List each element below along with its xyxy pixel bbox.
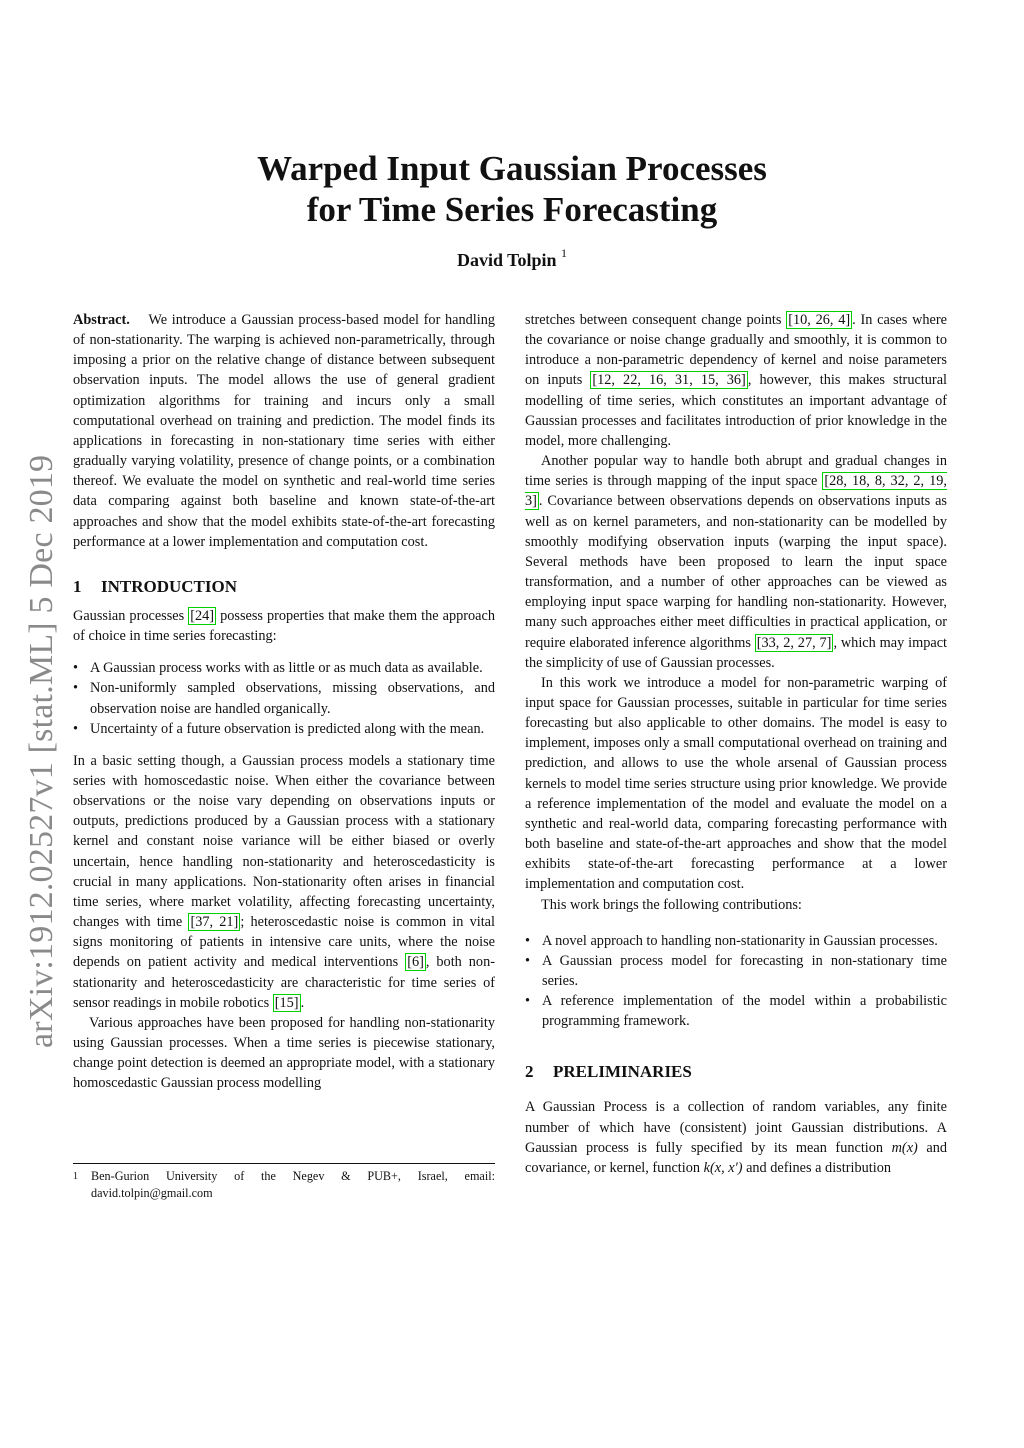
intro-text: ; heteroscedastic noise is common in vital signs monitoring of patients in intensive care units, where the noise depends on patient activity and medical interventions — [73, 914, 495, 971]
author-line — [0, 246, 1024, 271]
section-2-heading — [525, 1061, 947, 1083]
intro-paragraph-4 — [525, 451, 947, 673]
list-item: • Non-uniformly sampled observations, missing observations, and observation noise are handled organically. — [73, 678, 495, 718]
intro-text: , both non-stationarity and heteroscedasticity are characteristic for time series of sensor readings in mobile robotics — [73, 954, 495, 1011]
author-footnote-mark: 1 — [561, 246, 568, 260]
preliminaries-text: A Gaussian Process is a collection of random variables, any finite number of which have (consistent) joint Gaussian distributions. A Gaussian process is fully specified by its mean function — [525, 1099, 947, 1156]
intro-text: Gaussian processes — [73, 607, 185, 624]
intro-text: , which may impact the simplicity of use of Gaussian processes. — [525, 634, 948, 671]
intro-text: stretches between consequent change points — [525, 312, 782, 328]
preliminaries-paragraph-1 — [525, 1097, 947, 1178]
abstract-text: We introduce a Gaussian process-based model for handling of non-stationarity. The warping is achieved non-parametrically, through imposing a prior on the relative change of distance between subsequent observation inputs. The model allows the use of general gradient optimization algorithms for training and incurs only a small computational overhead on training and prediction. The model finds its applications in forecasting in non-stationary time series with either gradually varying volatility, presence of change points, or a combination thereof. We evaluate the model on synthetic and real-world time series data comparing against both baseline and known state-of-the-art approaches and show that the model exhibits state-of-the-art forecasting performance at a lower implementation and computation cost. — [73, 312, 496, 550]
abstract — [73, 310, 495, 552]
list-item: • A novel approach to handling non-stationarity in Gaussian processes. — [525, 931, 947, 951]
citation-link[interactable]: [10, 26, 4] — [788, 312, 851, 328]
citation-link[interactable]: [24] — [190, 607, 215, 624]
citation-link[interactable]: [12, 22, 16, 31, 15, 36] — [592, 372, 746, 389]
properties-list — [73, 658, 495, 739]
section-2-number: 2 — [525, 1062, 534, 1082]
preliminaries-text: and defines a distribution — [746, 1159, 891, 1176]
intro-text: . — [300, 994, 305, 1011]
citation-link[interactable]: [6] — [407, 954, 424, 971]
section-1-number: 1 — [73, 576, 82, 596]
section-1-title: INTRODUCTION — [101, 576, 238, 596]
footnote-rule — [73, 1163, 495, 1164]
list-item: • A Gaussian process works with as little or as much data as available. — [73, 658, 495, 678]
right-column — [525, 310, 947, 1178]
math-mean-function: m(x) — [891, 1139, 918, 1156]
contributions-list — [525, 931, 947, 1032]
intro-text: possess properties that make them the approach of choice in time series forecasting: — [73, 607, 496, 645]
abstract-label: Abstract. — [73, 312, 130, 328]
arxiv-side-stamp: arXiv:1912.02527v1 [stat.ML] 5 Dec 2019 — [23, 454, 60, 1048]
title-line-1: Warped Input Gaussian Processes — [257, 149, 767, 188]
intro-text: Another popular way to handle both abrupt and gradual changes in time series is through mapping of the input space — [525, 453, 947, 490]
intro-text: , however, this makes structural modelling of time series, which constitutes an important advantage of Gaussian processes and facilitates introduction of prior knowledge in the model, more challenging. — [525, 372, 948, 449]
citation-link[interactable]: [15] — [274, 994, 299, 1011]
paper-title — [0, 148, 1024, 230]
left-column — [73, 310, 495, 1093]
intro-paragraph-2 — [73, 751, 495, 1013]
intro-paragraph-1 — [73, 606, 495, 646]
list-item: • A Gaussian process model for forecasting in non-stationary time series. — [525, 951, 947, 991]
intro-text: In a basic setting though, a Gaussian process models a stationary time series with homoscedastic noise. When either the covariance between observations or the noise vary depending on observations inputs or outputs, predictions produced by a Gaussian process with a stationary kernel and constant noise variance will be either biased or overly uncertain, hence handling non-stationarity and heteroscedasticity is crucial in many applications. Non-stationarity often arises in financial time series, where market volatility, affecting forecasting uncertainty, changes with time — [73, 752, 495, 931]
intro-text: . In cases where the covariance or noise change gradually and smoothly, it is common to introduce a non-parametric dependency of kernel and noise parameters on inputs — [525, 312, 948, 389]
citation-link[interactable]: [37, 21] — [190, 914, 239, 931]
preliminaries-text: and covariance, or kernel, function — [525, 1139, 947, 1176]
list-item: • A reference implementation of the model within a probabilistic programming framework. — [525, 991, 947, 1031]
footnote-mark: 1 — [73, 1171, 78, 1182]
citation-link[interactable]: [33, 2, 27, 7] — [756, 634, 832, 651]
footnote — [73, 1163, 495, 1202]
section-1-heading — [73, 576, 495, 598]
intro-paragraph-3-continued — [525, 310, 947, 451]
math-kernel-function: k(x, x′) — [703, 1159, 743, 1176]
intro-paragraph-3: Various approaches have been proposed for handling non-stationarity using Gaussian processes. When a time series is piecewise stationary, change point detection is deemed an appropriate model, with a stationary homoscedastic Gaussian process modelling — [73, 1014, 495, 1092]
intro-paragraph-6: This work brings the following contributions: — [541, 896, 802, 913]
intro-paragraph-5: In this work we introduce a model for non-parametric warping of input space for Gaussian processes, suitable in particular for time series forecasting but also applicable to other domains. The model is easy to implement, imposes only a small computational overhead on training and prediction, and allows to use the whole arsenal of Gaussian process kernels to model time series structure using prior knowledge. We provide a reference implementation of the model and evaluate the model on a synthetic and real-world data, comparing forecasting performance with both baseline and state-of-the-art approaches and show that the model exhibits state-of-the-art forecasting performance at a lower implementation and computation cost. — [525, 674, 947, 893]
footnote-text: Ben-Gurion University of the Negev & PUB+, Israel, email: david.tolpin@gmail.com — [91, 1169, 495, 1200]
intro-text: . Covariance between observations depends on observations inputs as well as on kernel parameters, and non-stationarity can be modelled by smoothly modifying observation inputs (warping the input space). Several methods have been proposed to learn the input space transformation, and a number of other approaches can be viewed as employing input space warping for handling non-stationarity. However, many such approaches either meet difficulties in practical application, or require elaborated inference algorithms — [525, 493, 947, 651]
title-line-2: for Time Series Forecasting — [306, 190, 718, 229]
section-2-title: PRELIMINARIES — [553, 1062, 692, 1082]
citation-link[interactable]: [28, 18, 8, 32, 2, 19, 3] — [525, 473, 947, 510]
list-item: • Uncertainty of a future observation is predicted along with the mean. — [73, 719, 495, 739]
author-name: David Tolpin — [456, 250, 557, 270]
